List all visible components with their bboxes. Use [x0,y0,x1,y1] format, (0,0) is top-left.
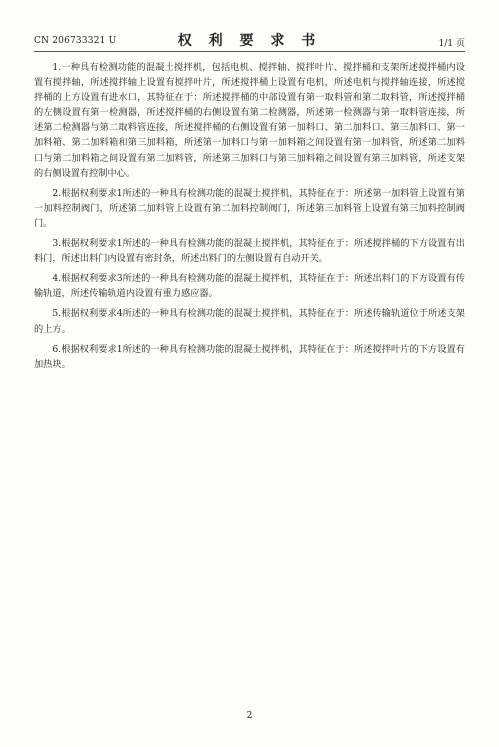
claim-6: 6.根据权利要求1所述的一种具有检测功能的混凝土搅拌机，其特征在于：所述搅拌叶片的下方设置有加热块。 [34,343,465,370]
claim-1: 1.一种具有检测功能的混凝土搅拌机，包括电机、搅拌轴、搅拌叶片、搅拌桶和支架所述搅拌桶内设置有搅拌轴，所述搅拌轴上设置有搅拌叶片，所述搅拌桶上设置有电机，所述电机与搅拌轴连接，所述搅拌桶的上方设置有进水口，其特征在于：所述搅拌桶的中部设置有第一取料管和第二取料管，所述搅拌桶的左侧设置有第一检测器，所述搅拌桶的右侧设置有第二检测器，所述第一检测器与第一取料管连接，所述第二检测器与第二取料管连接，所述搅拌桶的右侧设置有第一加料口、第二加料口、第三加料口、第一加料箱、第二加料箱和第三加料箱，所述第一加料口与第一加料箱之间设置有第一加料管，所述第二加料口与第二加料箱之间设置有第二加料管，所述第三加料口与第三加料箱之间设置有第三加料管，所述支架的右侧设置有控制中心。 [34,62,465,179]
claim-4: 4.根据权利要求3所述的一种具有检测功能的混凝土搅拌机，其特征在于：所述出料门的下方设置有传输轨道，所述传输轨道内设置有重力感应器。 [34,273,465,300]
claim-5: 5.根据权利要求4所述的一种具有检测功能的混凝土搅拌机，其特征在于：所述传输轨道位于所述支架的上方。 [34,308,465,335]
publication-number: CN 206733321 U [34,36,117,46]
claim-3: 3.根据权利要求1所述的一种具有检测功能的混凝土搅拌机，其特征在于：所述搅拌桶的下方设置有出料门，所述出料门内设置有密封条，所述出料门的左侧设置有自动开关。 [34,238,465,265]
document-title: 权 利 要 求 书 [177,33,322,49]
claims-body [34,60,465,377]
page-header [34,30,465,50]
claim-2: 2.根据权利要求1所述的一种具有检测功能的混凝土搅拌机，其特征在于：所述第一加料管上设置有第一加料控制阀门，所述第二加料管上设置有第二加料控制阀门，所述第三加料管上设置有第三加料控制阀门。 [34,187,465,229]
header-divider [34,51,465,52]
page-count: 1/1 页 [438,39,465,49]
page-number: 2 [246,711,253,721]
